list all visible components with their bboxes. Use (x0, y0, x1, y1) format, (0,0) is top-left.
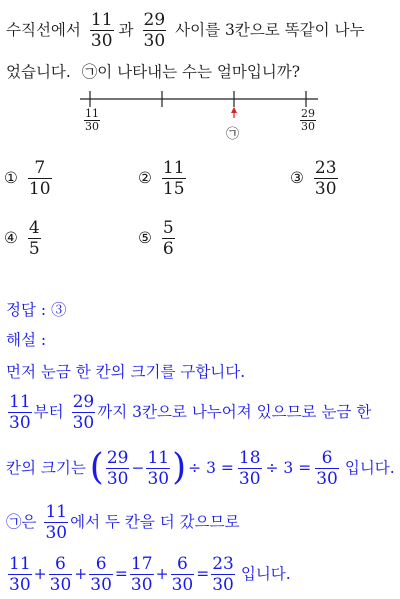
fraction: 29 30 (72, 391, 95, 433)
choice-number: ③ (290, 169, 304, 187)
operator: + (33, 565, 47, 583)
operator: = (114, 565, 128, 583)
choice-fraction: 11 15 (162, 157, 185, 199)
number-line-graphic (0, 88, 400, 118)
fraction: $\frac{6}{30}$ (49, 553, 72, 595)
choice-2[interactable] (138, 156, 188, 200)
question-text-2: 과 (118, 21, 134, 39)
question-text-3: 사이를 3칸으로 똑같이 나누 (175, 21, 365, 39)
fraction-29-30: 29 30 (143, 9, 166, 51)
choice-number: ② (138, 169, 152, 187)
fraction: $\frac{23}{30}$ (212, 553, 234, 595)
solution-step-3: 칸의 크기는 ( 29 30 − $\frac{11}{30}$ ) ÷ 3 = $\frac{18}{30}$ ÷ 3 = $\frac{6}{30}$ 입니다. (6, 447, 395, 489)
step-text: 입니다. (240, 565, 291, 583)
choice-number: ⑤ (138, 229, 152, 247)
solution-step-4 (6, 500, 240, 544)
choice-3[interactable] (290, 156, 340, 200)
choice-fraction: 7 10 (28, 157, 51, 199)
step-text: 부터 (33, 403, 64, 421)
operator: ÷ 3 = (265, 459, 312, 477)
fraction: 11 30 (9, 391, 31, 433)
step-text: 에서 두 칸을 더 갔으므로 (70, 513, 240, 531)
fraction: 11 30 (9, 553, 31, 595)
step-text: 칸의 크기는 (6, 459, 86, 477)
operator: ÷ 3 = (188, 459, 234, 477)
question-line-2 (6, 62, 300, 82)
fraction: $\frac{6}{30}$ (171, 553, 194, 595)
fraction: $\frac{6}{30}$ (316, 447, 338, 489)
fraction: 11 30 (45, 501, 68, 543)
fraction: $\frac{6}{30}$ (90, 553, 112, 595)
arrow-icon (231, 107, 237, 118)
arrow-label: ㉠ (226, 127, 240, 142)
question-text-5: 이 나타내는 수는 얼마입니까? (97, 63, 301, 81)
fraction: $\frac{11}{30}$ (147, 447, 170, 489)
number-line (0, 88, 400, 148)
solution-step-5 (6, 552, 291, 596)
fraction: $\frac{17}{30}$ (130, 553, 153, 595)
fraction: $\frac{18}{30}$ (238, 447, 261, 489)
step-text: 까지 3칸으로 나누어져 있으므로 눈금 한 (97, 403, 372, 421)
choice-number: ① (4, 169, 18, 187)
step-text: ㉠은 (6, 513, 37, 531)
solution-step-2 (6, 390, 371, 434)
tick-label-end: 29 30 (301, 107, 315, 133)
choice-5[interactable] (138, 216, 177, 260)
question-text-4: 었습니다. (6, 63, 71, 81)
explanation-heading: 해설 : (6, 331, 47, 349)
fraction: 29 30 (106, 447, 129, 489)
choice-fraction: 23 30 (314, 157, 337, 199)
operator: + (155, 565, 169, 583)
tick-label-start: 11 30 (85, 107, 99, 133)
operator: − (131, 459, 145, 477)
choice-number: ④ (4, 229, 18, 247)
question-line-1 (6, 10, 365, 50)
operator: + (74, 565, 88, 583)
fraction-11-30: 11 30 (90, 9, 113, 51)
solution-step-1: 먼저 눈금 한 칸의 크기를 구합니다. (6, 363, 246, 381)
step-text: 입니다. (344, 459, 395, 477)
operator: = (196, 565, 210, 583)
question-text-1: 수직선에서 (6, 21, 81, 39)
mark-symbol: ㉠ (81, 63, 98, 81)
choice-fraction: 4 5 (28, 217, 40, 259)
choice-1[interactable] (4, 156, 54, 200)
choice-4[interactable] (4, 216, 43, 260)
answer-line: 정답 : ③ (6, 301, 67, 319)
choice-fraction: 5 6 (162, 217, 174, 259)
